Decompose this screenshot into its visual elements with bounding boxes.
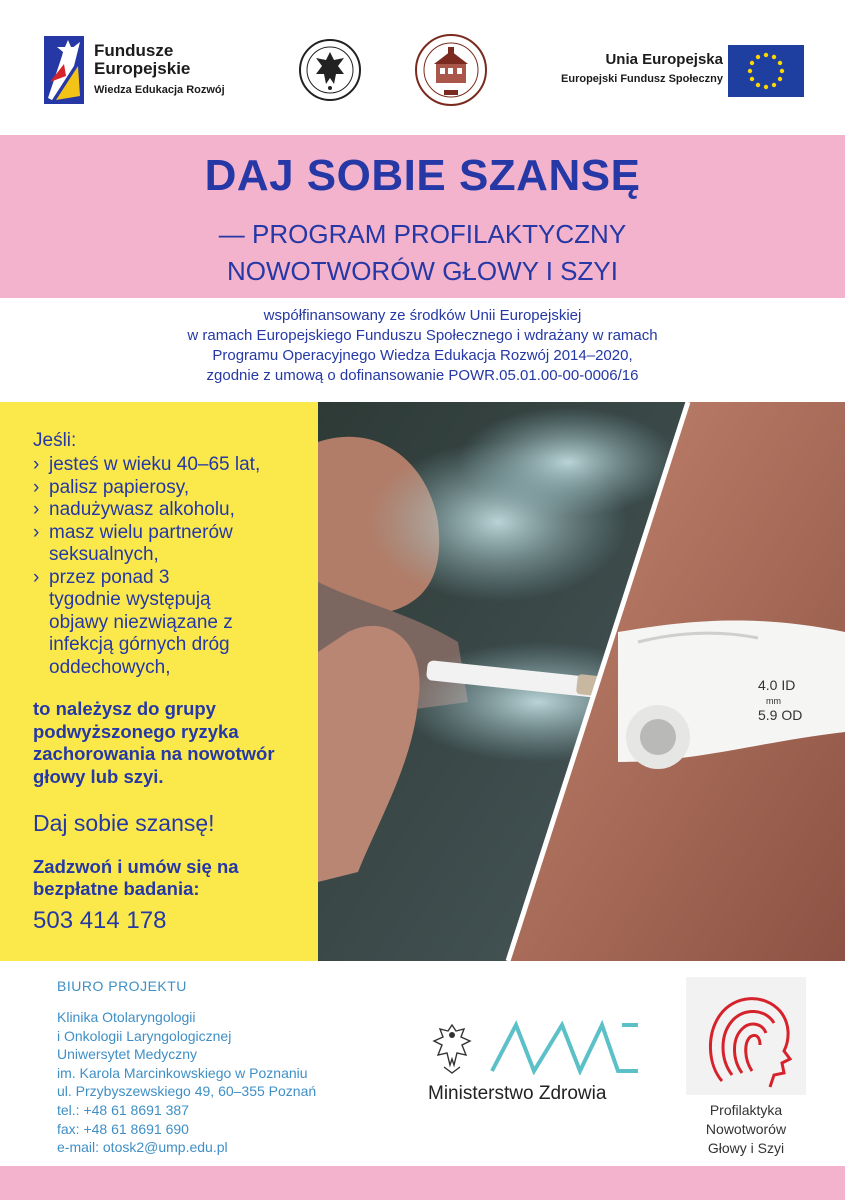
phone-line[interactable]: tel.: +48 61 8691 387 — [57, 1101, 189, 1118]
title-band — [0, 135, 845, 298]
fe-star-mark-icon — [44, 36, 84, 104]
ministry-of-health-logo — [428, 1021, 648, 1111]
project-office-footer — [0, 961, 845, 1166]
chevron-right-icon: › — [33, 499, 40, 520]
fingerprint-head-icon — [686, 977, 806, 1095]
main-title: DAJ SOBIE SZANSĘ — [204, 151, 641, 200]
list-item: › nadużywasz alkoholu, — [33, 499, 235, 520]
office-address — [57, 1008, 316, 1157]
program-subtitle-line-1: — PROGRAM PROFILAKTYCZNY — [218, 219, 627, 249]
list-item: › jesteś w wieku 40–65 lat, — [33, 454, 261, 475]
list-item: › przez ponad 3 tygodnie występują objawy niezwiązane z infekcją górnych dróg oddechowych, — [33, 566, 233, 678]
phone-number-link[interactable]: 503 414 178 — [33, 907, 167, 934]
risk-statement: to należysz do grupy podwyższonego ryzyka zachorowania na nowotwór głowy lub szyi. — [33, 698, 275, 787]
list-item: › palisz papierosy, — [33, 476, 190, 498]
address-line: im. Karola Marcinkowskiego w Poznaniu — [57, 1064, 308, 1081]
hospital-seal-icon — [414, 33, 488, 107]
bottom-pink-band — [0, 1166, 845, 1200]
email-link[interactable]: e-mail: otosk2@ump.edu.pl — [57, 1139, 228, 1156]
address-line: Klinika Otolaryngologii — [57, 1009, 196, 1025]
list-item: › masz wielu partnerów seksualnych, — [33, 521, 233, 565]
office-title: BIURO PROJEKTU — [57, 978, 187, 994]
funding-note — [0, 306, 845, 386]
address-line: ul. Przybyszewskiego 49, 60–355 Poznań — [57, 1083, 317, 1100]
smoking-and-tracheostomy-photo — [318, 402, 845, 961]
chevron-right-icon: › — [33, 521, 40, 543]
eu-flag-icon — [728, 45, 804, 97]
address-line: Uniwersytet Medyczny — [57, 1046, 198, 1063]
program-logo — [686, 977, 806, 1156]
logo-header — [0, 0, 845, 135]
program-logo-text: Profilaktyka Nowotworów Głowy i Szyi — [705, 1102, 787, 1156]
tube-label-unit: mm — [766, 696, 781, 706]
call-to-action: Zadzwoń i umów się na bezpłatne badania: — [33, 856, 239, 899]
funding-line: Programu Operacyjnego Wiedza Edukacja Rozwój 2014–2020, — [212, 347, 633, 364]
funding-line: w ramach Europejskiego Funduszu Społecznego i wdrażany w ramach — [187, 327, 658, 344]
fe-title: Fundusze Europejskie — [94, 41, 191, 78]
chevron-right-icon: › — [33, 454, 40, 475]
fax-line: fax: +48 61 8691 690 — [57, 1120, 189, 1137]
funding-line: zgodnie z umową o dofinansowanie POWR.05.01.00-00-0006/16 — [206, 367, 639, 384]
university-seal-icon — [298, 38, 362, 102]
address-line: i Onkologii Laryngologicznej — [57, 1027, 232, 1044]
fundusze-europejskie-logo — [44, 36, 244, 106]
fe-subtitle: Wiedza Edukacja Rozwój — [94, 84, 225, 96]
chevron-right-icon: › — [33, 476, 40, 498]
slogan: Daj sobie szansę! — [33, 810, 215, 836]
eu-title: Unia Europejska — [605, 51, 723, 68]
chevron-right-icon: › — [33, 566, 40, 588]
eu-subtitle: Europejski Fundusz Społeczny — [561, 73, 723, 85]
tube-label-od: 5.9 OD — [758, 707, 803, 723]
ministry-name: Ministerstwo Zdrowia — [428, 1083, 607, 1104]
polish-eagle-icon — [430, 1021, 474, 1075]
if-label: Jeśli: — [33, 430, 77, 451]
funding-line: współfinansowany ze środków Unii Europejskiej — [263, 307, 582, 324]
ministry-wave-icon — [490, 1019, 640, 1075]
tube-label-id: 4.0 ID — [758, 677, 796, 693]
program-subtitle-line-2: NOWOTWORÓW GŁOWY I SZYI — [227, 256, 618, 286]
risk-info-panel — [0, 402, 318, 961]
risk-conditions-list — [33, 454, 313, 679]
